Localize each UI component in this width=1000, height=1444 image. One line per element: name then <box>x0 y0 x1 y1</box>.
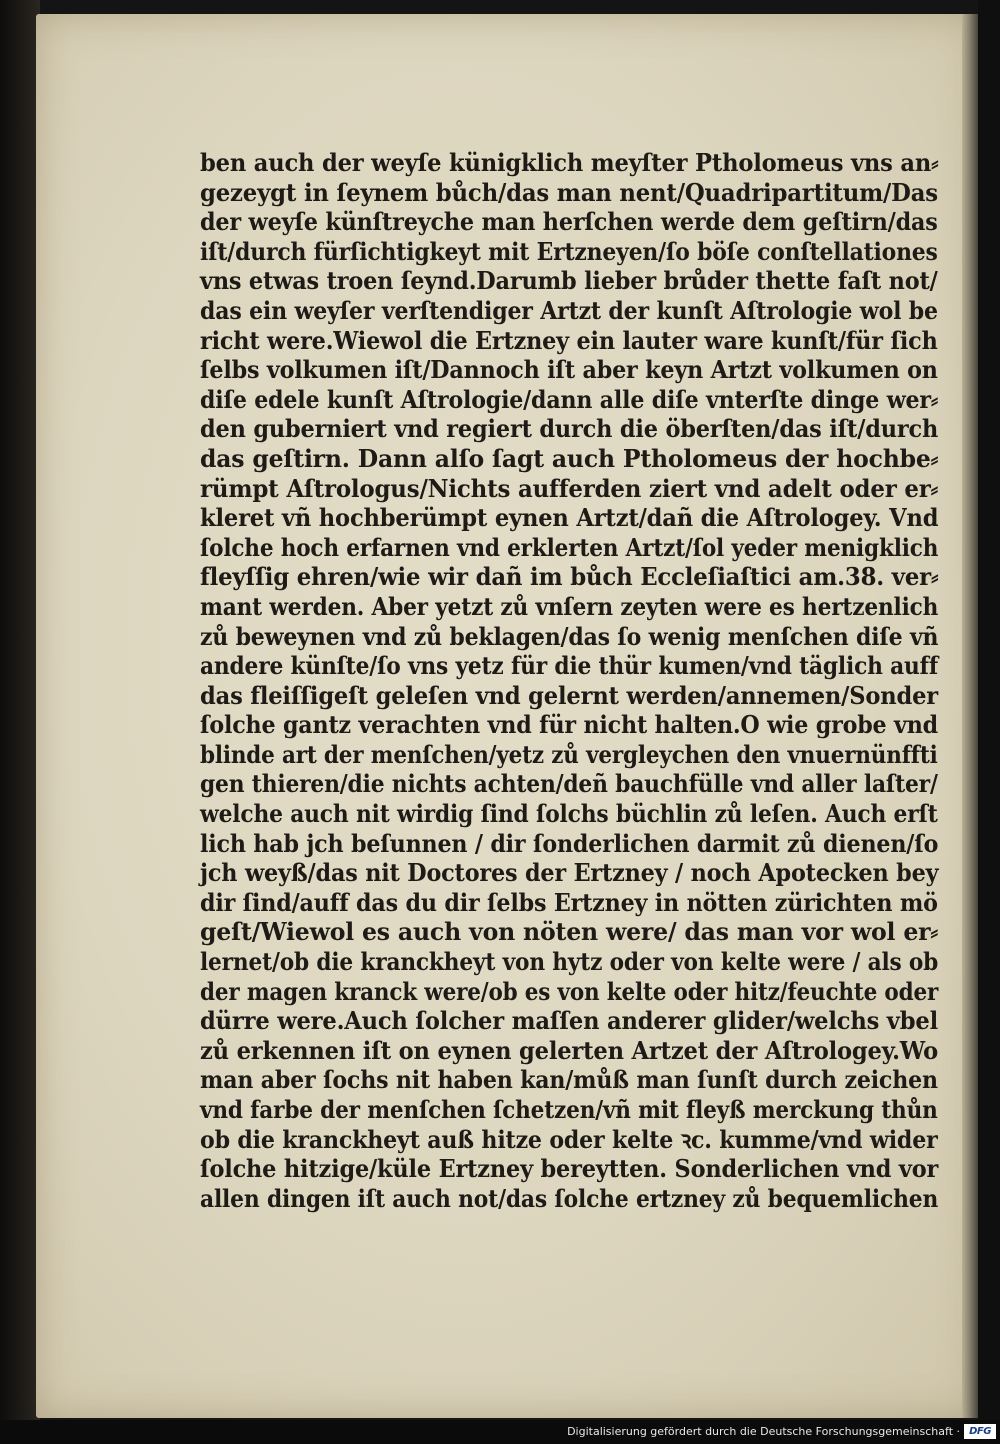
text-line: gen thieren/die nichts achten/deñ bauchfülle vnd aller laſter/ <box>200 769 938 799</box>
text-line: vnd farbe der menſchen ſchetzen/vñ mit fleyß merckung thůn <box>200 1095 938 1124</box>
text-line: der weyſe künſtreyche man herſchen werde dem geſtirn/das <box>200 207 938 237</box>
text-line: zů erkennen iſt on eynen gelerten Artzet der Aſtrologey.Wo <box>200 1035 939 1065</box>
text-line: man aber ſochs nit haben kan/můß man ſunſt durch zeichen <box>200 1065 938 1095</box>
footer-bar <box>0 1420 1000 1444</box>
scan-background-right <box>978 0 1000 1420</box>
dfg-logo-icon: DFG <box>964 1424 996 1439</box>
text-line: blinde art der menſchen/yetz zů vergleychen den vnuernünffti <box>200 739 938 769</box>
text-line: lernet/ob die kranckheyt von hytz oder von kelte were / als ob <box>200 947 939 977</box>
text-line: mant werden. Aber yetzt zů vnſern zeyten were es hertzenlich <box>200 591 939 621</box>
text-line: der magen kranck were/ob es von kelte oder hitz/feuchte oder <box>200 976 939 1006</box>
text-line: den guberniert vnd regiert durch die öberſten/das iſt/durch <box>200 414 939 444</box>
text-line: dürre were.Auch ſolcher maſſen anderer glider/welchs vbel <box>200 1006 938 1036</box>
text-line: diſe edele kunſt Aſtrologie/dann alle diſe vnterſte dinge wer⸗ <box>200 384 939 414</box>
text-line: andere künſte/ſo vns yetz für die thür kumen/vnd täglich auff <box>200 651 939 681</box>
text-line: allen dingen iſt auch not/das ſolche ertzney zů bequemlichen <box>200 1183 939 1213</box>
funding-credit: Digitalisierung gefördert durch die Deutsche Forschungsgemeinschaft · <box>567 1425 960 1438</box>
text-line: geſt/Wiewol es auch von nöten were/ das man vor wol er⸗ <box>200 917 939 947</box>
text-line: ſelbs volkumen iſt/Dannoch iſt aber keyn Artzt volkumen on <box>200 355 938 385</box>
text-line: dir ſind/auff das du dir ſelbs Ertzney in nötten zürichten mö <box>200 887 938 917</box>
text-line: welche auch nit wirdig ſind ſolchs büchlin zů leſen. Auch erſt <box>200 799 938 829</box>
text-line: gezeygt in ſeynem bůch/das man nent/Quadripartitum/Das <box>200 177 938 207</box>
text-line: jch weyß/das nit Doctores der Ertzney / noch Apotecken bey <box>200 858 939 888</box>
text-line: kleret vñ hochberümpt eynen Artzt/dañ die Aſtrologey. Vnd <box>200 503 939 533</box>
text-line: ob die kranckheyt auß hitze oder kelte ꝛc. kumme/vnd wider <box>200 1124 938 1154</box>
text-line: richt were.Wiewol die Ertzney ein lauter ware kunſt/für ſich <box>200 325 938 355</box>
text-line: das ein weyſer verſtendiger Artzt der kunſt Aſtrologie wol be <box>200 295 938 325</box>
text-line: iſt/durch fürſichtigkeyt mit Ertzneyen/ſo böſe conſtellationes <box>200 236 938 266</box>
text-line: zů beweynen vnd zů beklagen/das ſo wenig menſchen diſe vñ <box>200 621 939 651</box>
text-line: rümpt Aſtrologus/Nichts aufferden ziert vnd adelt oder er⸗ <box>200 473 939 503</box>
page-text-block <box>200 148 940 1213</box>
text-line: das geſtirn. Dann alſo ſagt auch Ptholomeus der hochbe⸗ <box>200 443 939 473</box>
book-gutter-shadow <box>0 0 40 1420</box>
text-line: vns etwas troen ſeynd.Darumb lieber brůder thette faſt not/ <box>200 266 938 296</box>
text-line: fleyſſig ehren/wie wir dañ im bůch Eccleſiaſtici am.38. ver⸗ <box>200 562 939 592</box>
text-line: das fleiſſigeſt geleſen vnd gelernt werden/annemen/Sonder <box>200 680 939 710</box>
text-line: ſolche hitzige/küle Ertzney bereytten. Sonderlichen vnd vor <box>200 1154 939 1184</box>
text-line: lich hab jch beſunnen / dir ſonderlichen darmit zů dienen/ſo <box>200 828 939 858</box>
text-line: ben auch der weyſe künigklich meyſter Ptholomeus vns an⸗ <box>200 148 939 177</box>
text-line: ſolche hoch erfarnen vnd erklerten Artzt/ſol yeder menigklich <box>200 532 939 562</box>
text-line: ſolche gantz verachten vnd für nicht halten.O wie grobe vnd <box>200 710 939 740</box>
